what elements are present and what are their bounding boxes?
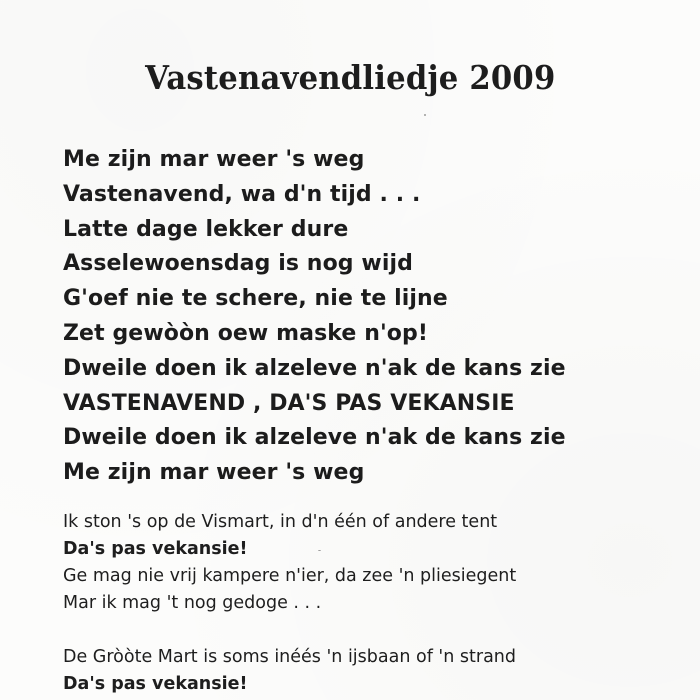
scan-speck [424,114,426,116]
verse-line: De Gròòte Mart is soms inéés 'n ijsbaan of 'n strand [63,647,516,667]
chorus-line: Dweile doen ik alzeleve n'ak de kans zie [63,355,566,381]
verse-block-2 [63,644,516,698]
verse-line: Mar ik mag 't nog gedoge . . . [63,593,322,613]
verse-line: Ik ston 's op de Vismart, in d'n één of andere tent [63,512,498,532]
scan-speck [318,550,321,551]
chorus-line: Latte dage lekker dure [63,216,349,242]
verse-block-1 [63,509,516,617]
chorus-line: VASTENAVEND , DA'S PAS VEKANSIE [63,390,515,416]
chorus-line: Asselewoensdag is nog wijd [63,251,413,277]
verse-refrain-line: Da's pas vekansie! [63,539,248,559]
chorus-line: Me zijn mar weer 's weg [63,147,365,172]
chorus-line: Vastenavend, wa d'n tijd . . . [63,181,421,207]
chorus-line: Me zijn mar weer 's weg [63,460,365,486]
verse-line: Ge mag nie vrij kampere n'ier, da zee 'n pliesiegent [63,566,517,586]
chorus-line: Zet gewòòn oew maske n'op! [63,320,428,346]
chorus-line: G'oef nie te schere, nie te lijne [63,286,448,312]
verse-refrain-line: Da's pas vekansie! [63,674,248,694]
chorus-line: Dweile doen ik alzeleve n'ak de kans zie [63,425,566,451]
song-title: Vastenavendliedje 2009 [145,58,556,97]
chorus-block [63,143,566,491]
